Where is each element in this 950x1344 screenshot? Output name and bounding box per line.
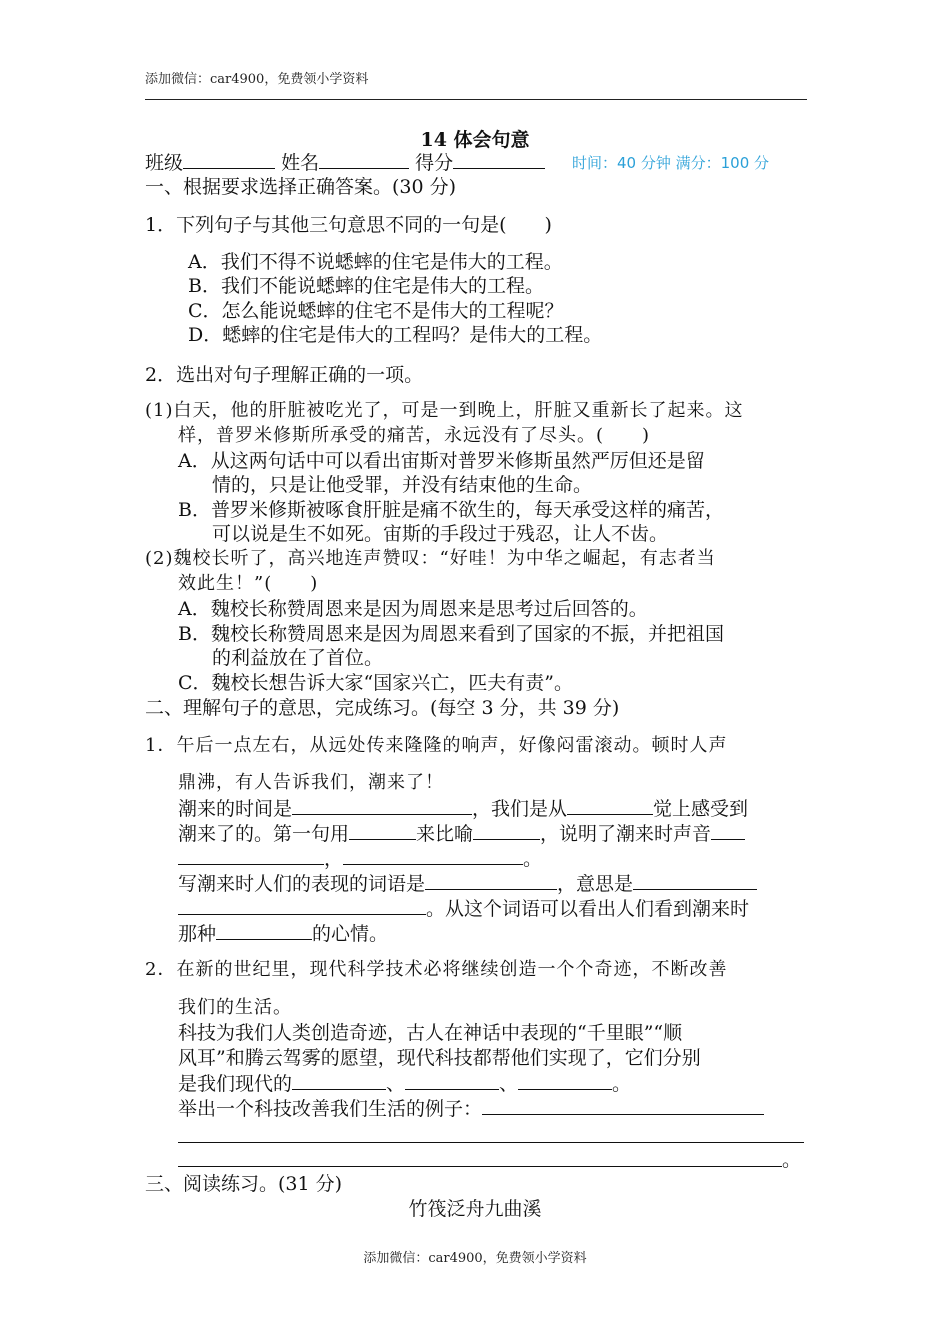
s2-q1-line2: 鼎沸，有人告诉我们，潮来了！ [178,772,444,793]
answer-blank-sense[interactable] [567,796,653,815]
q2-1-option-b-cont: 可以说是生不如死。宙斯的手段过于残忍，让人不齿。 [212,523,669,545]
text: ，我们是从 [472,798,568,820]
answer-blank-metaphor-target[interactable] [473,821,540,840]
q1-option-b[interactable]: B．我们不能说蟋蟀的住宅是伟大的工程。 [188,275,544,297]
answer-blank-example-a[interactable] [482,1096,764,1115]
name-label: 姓名 [281,152,320,174]
q2-2-option-b-cont: 的利益放在了首位。 [212,647,384,669]
q2-2-option-a[interactable]: A．魏校长称赞周恩来是因为周恩来是思考过后回答的。 [178,598,648,620]
q2-1-line2: 样，普罗米修斯所承受的痛苦，永远没有了尽头。( ) [178,425,651,446]
example-end-period: 。 [782,1149,802,1171]
text: 觉上感受到 [653,798,749,820]
answer-blank-tech-2[interactable] [405,1071,499,1090]
answer-blank-tech-1[interactable] [292,1071,386,1090]
text: 是我们现代的 [178,1073,293,1095]
section-1-heading: 一、根据要求选择正确答案。(30 分) [145,176,457,198]
text: 潮来了的。第一句用 [178,823,350,845]
answer-blank-word[interactable] [425,871,557,890]
s2-q2-row-g2: 风耳”和腾云驾雾的愿望，现代科技都帮他们实现了，它们分别 [178,1047,701,1069]
s2-q2-line2: 我们的生活。 [178,997,292,1018]
q2-2-line2: 效此生！”( ) [178,573,319,594]
answer-blank-time[interactable] [292,796,472,815]
passage-title: 竹筏泛舟九曲溪 [408,1198,542,1220]
text: 。从这个词语可以看出人们看到潮来时 [426,898,750,920]
score-label: 得分 [415,152,454,174]
s2-q2-line1: 2．在新的世纪里，现代科学技术必将继续创造一个个奇迹，不断改善 [145,959,728,980]
text: 。 [523,848,543,870]
text: 、 [386,1073,406,1095]
s2-q1-row-c [178,846,542,871]
q1-option-a[interactable]: A．我们不得不说蟋蟀的住宅是伟大的工程。 [188,251,563,273]
answer-blank-meaning-a[interactable] [633,871,757,890]
answer-blank-sound-c[interactable] [343,846,523,865]
q1-option-c[interactable]: C．怎么能说蟋蟀的住宅不是伟大的工程呢？ [188,300,564,322]
s2-q1-line1: 1．午后一点左右，从远处传来隆隆的响声，好像闷雷滚动。顿时人声 [145,735,728,756]
text: 那种 [178,923,217,945]
q2-2-option-b[interactable]: B．魏校长称赞周恩来是因为周恩来看到了国家的不振，并把祖国 [178,623,724,645]
page-title: 14 体会句意 [420,129,530,151]
info-line [145,150,545,175]
q2-1-option-a-cont: 情的，只是让他受罪，并没有结束他的生命。 [212,474,593,496]
class-label: 班级 [145,152,184,174]
answer-line-example-c[interactable] [178,1166,782,1167]
section-3-heading: 三、阅读练习。(31 分) [145,1173,343,1195]
s2-q1-row-a [178,796,748,821]
answer-blank-sound-b[interactable] [178,846,324,865]
text: 举出一个科技改善我们生活的例子： [178,1098,483,1120]
text: 的心情。 [312,923,389,945]
q2-1-option-b[interactable]: B．普罗米修斯被啄食肝脏是痛不欲生的，每天承受这样的痛苦， [178,499,724,521]
text: 来比喻 [416,823,474,845]
time-score-info: 时间：40 分钟 满分：100 分 [572,154,770,172]
header-rule [145,99,807,100]
q2-1-line1: (1)白天，他的肝脏被吃光了，可是一到晚上，肝脏又重新长了起来。这 [145,400,744,421]
text: ，说明了潮来时声音 [540,823,712,845]
answer-line-example-b[interactable] [178,1142,804,1143]
section-2-heading: 二、理解句子的意思，完成练习。(每空 3 分，共 39 分) [145,697,620,719]
class-blank[interactable] [183,150,275,169]
text: ， [324,848,344,870]
text: 写潮来时人们的表现的词语是 [178,873,426,895]
answer-blank-mood[interactable] [216,921,312,940]
s2-q1-row-f [178,921,388,946]
score-blank[interactable] [453,150,545,169]
s2-q2-row-g1: 科技为我们人类创造奇迹，古人在神话中表现的“千里眼”“顺 [178,1022,683,1044]
s2-q1-row-b [178,821,745,846]
answer-blank-sound-a[interactable] [711,821,745,840]
q2-stem: 2．选出对句子理解正确的一项。 [145,364,424,386]
text: 潮来的时间是 [178,798,293,820]
text: 、 [499,1073,519,1095]
s2-q2-row-h [178,1096,764,1121]
text: 。 [612,1073,632,1095]
text: ，意思是 [557,873,634,895]
answer-blank-tech-3[interactable] [518,1071,612,1090]
answer-blank-meaning-b[interactable] [178,896,426,915]
q1-option-d[interactable]: D．蟋蟀的住宅是伟大的工程吗？是伟大的工程。 [188,324,603,346]
answer-blank-metaphor-source[interactable] [349,821,416,840]
q1-stem: 1．下列句子与其他三句意思不同的一句是( ) [145,214,552,236]
q2-1-option-a[interactable]: A．从这两句话中可以看出宙斯对普罗米修斯虽然严厉但还是留 [178,450,705,472]
header-text: 添加微信：car4900，免费领小学资料 [145,72,369,87]
name-blank[interactable] [319,150,409,169]
q2-2-option-c[interactable]: C．魏校长想告诉大家“国家兴亡，匹夫有责”。 [178,672,573,694]
s2-q1-row-d [178,871,757,896]
q2-2-line1: (2)魏校长听了，高兴地连声赞叹：“好哇！为中华之崛起，有志者当 [145,548,716,569]
s2-q1-row-e [178,896,749,921]
footer-text: 添加微信：car4900，免费领小学资料 [363,1251,587,1266]
s2-q2-row-g3 [178,1071,631,1096]
